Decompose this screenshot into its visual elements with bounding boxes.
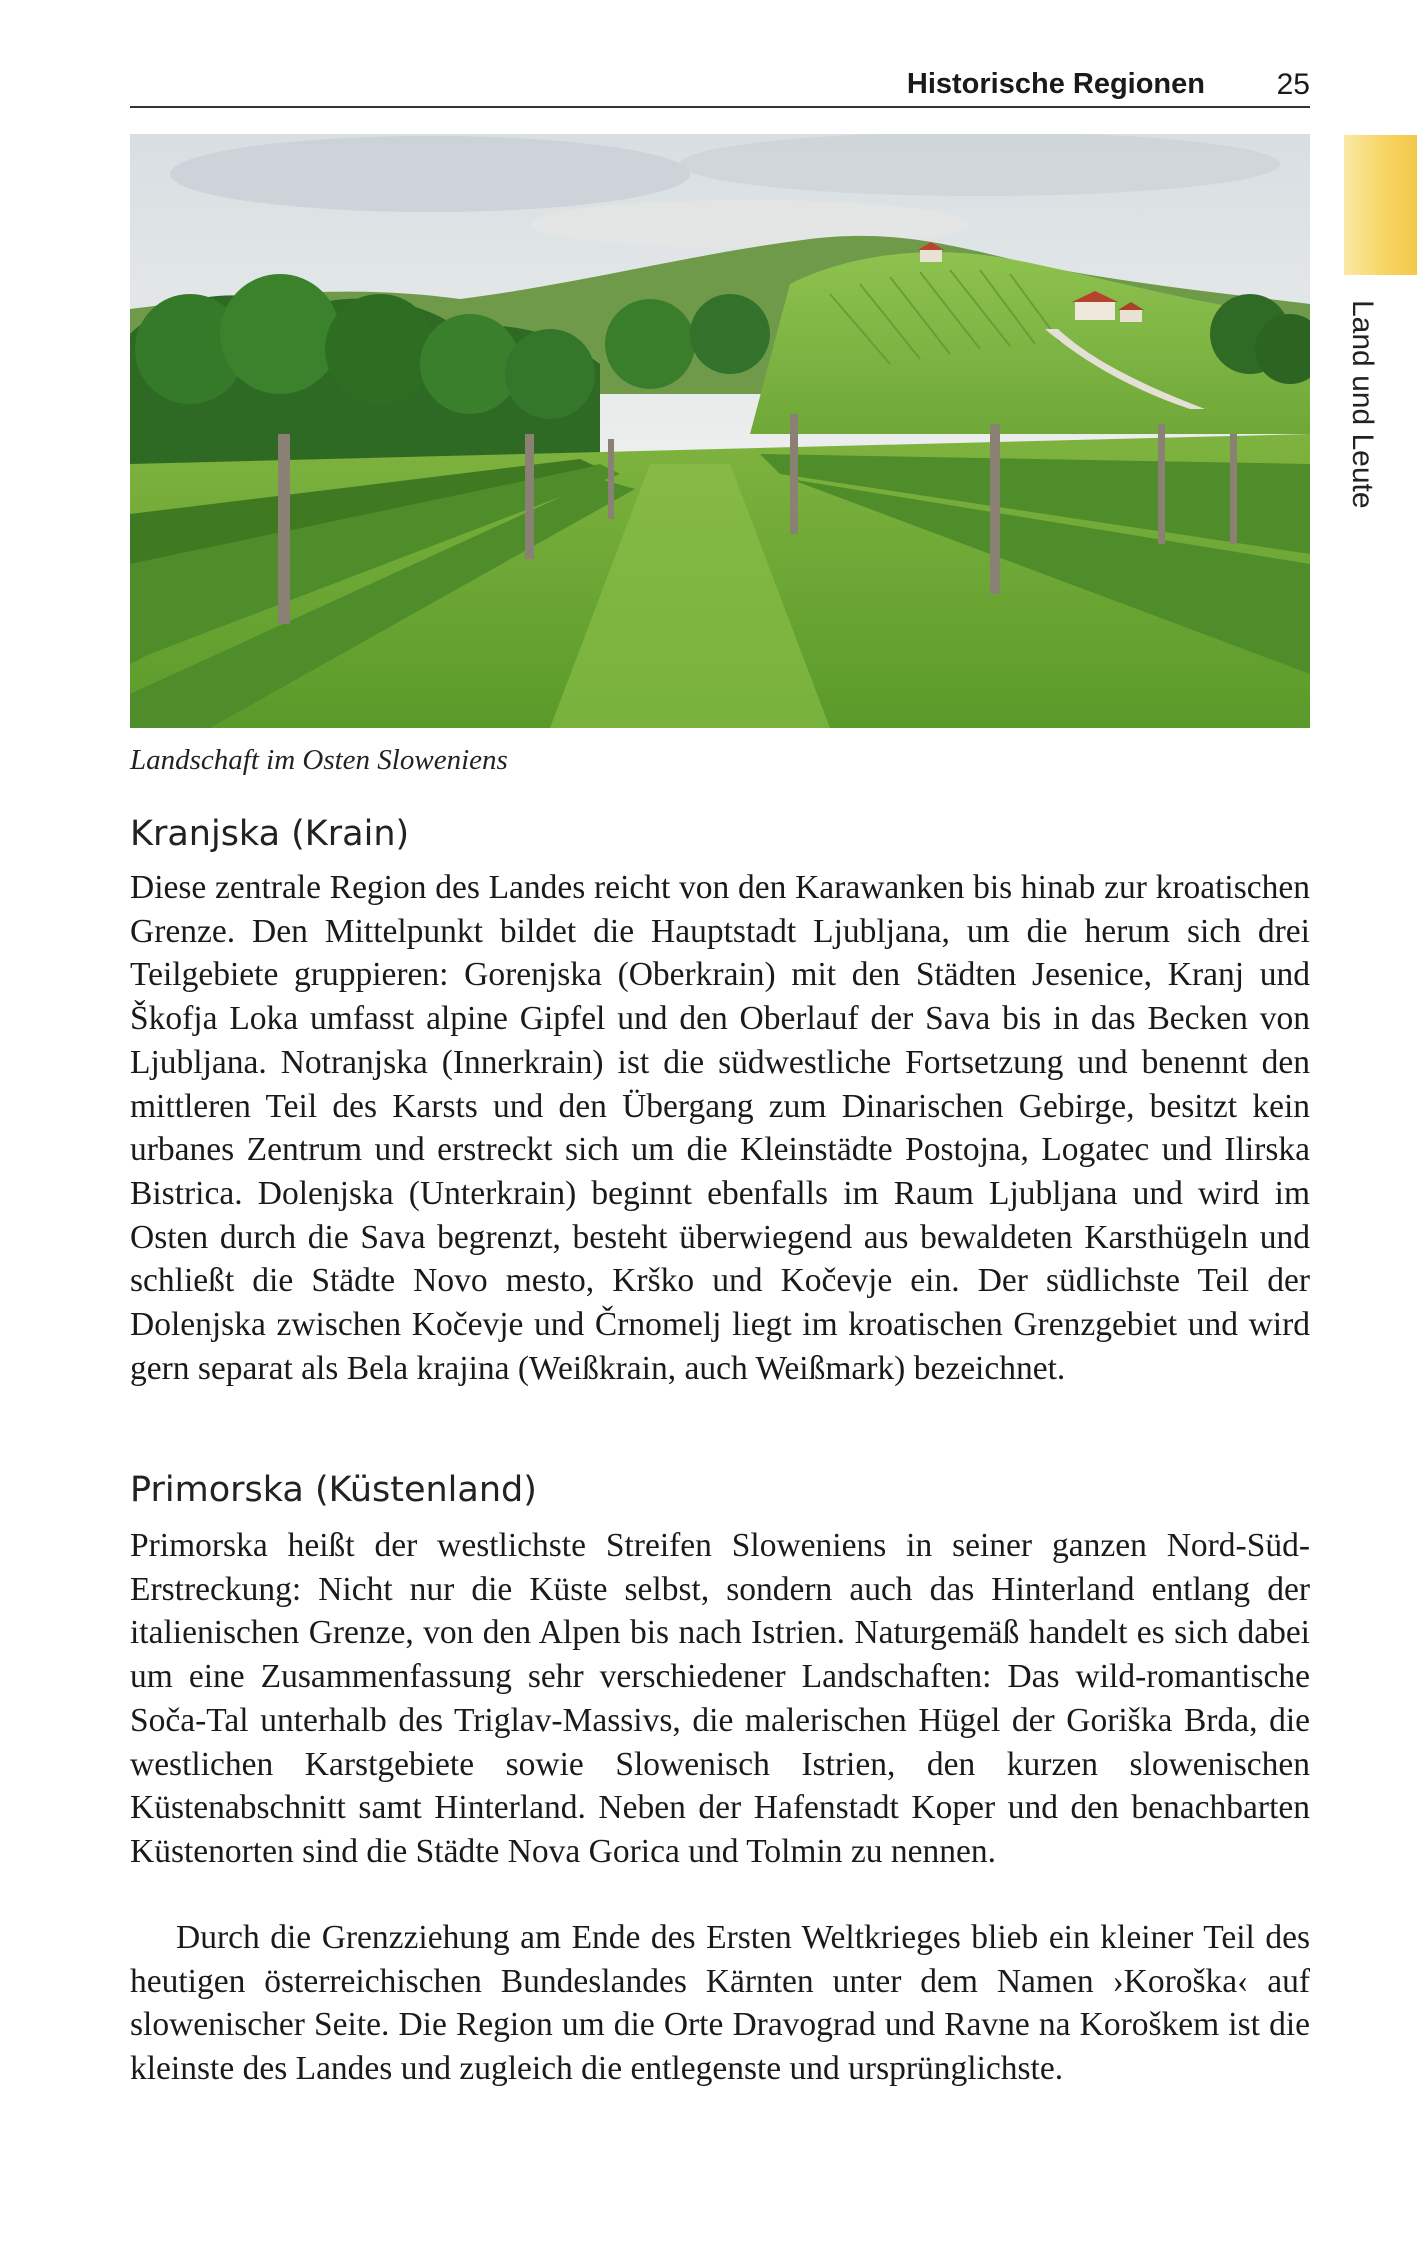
- figure-caption: Landschaft im Osten Sloweniens: [130, 744, 508, 776]
- paragraph-primorska-1: Primorska heißt der westlichste Streifen Sloweniens in seiner ganzen Nord-Süd-Erstreckung: Nicht nur die Küste selbst, sondern auch das Hinterland entlang der italienischen Grenze, von den Alpen bis nach Istrien. Naturgemäß handelt es sich dabei um eine Zusammenfassung sehr verschiedener Landschaften: Das wild-romantische Soča-Tal unterhalb des Triglav-Massivs, die malerischen Hügel der Goriška Brda, die westlichen Karstgebiete sowie Slowenisch Istrien, den kurzen slowenischen Küstenabschnitt samt Hinterland. Neben der Hafenstadt Koper und den benachbarten Küstenorten sind die Städte Nova Gorica und Tolmin zu nennen.: [130, 1527, 1310, 1870]
- chapter-side-label-text: Land und Leute: [1346, 300, 1379, 509]
- page-number: 25: [1276, 68, 1310, 101]
- section-heading-kranjska: Kranjska (Krain): [130, 814, 410, 854]
- running-header: [130, 62, 1310, 108]
- vineyard-illustration: [130, 134, 1310, 728]
- vineyard-photo: [130, 134, 1310, 728]
- chapter-side-label: [1332, 300, 1392, 550]
- chapter-tab-marker: [1344, 135, 1417, 275]
- paragraph-kranjska: Diese zentrale Region des Landes reicht von den Karawanken bis hinab zur kroatischen Grenze. Den Mittelpunkt bildet die Hauptstadt Ljubljana, um die herum sich drei Teilgebiete gruppieren: Gorenjska (Oberkrain) mit den Städten Jesenice, Kranj und Škofja Loka umfasst alpine Gipfel und den Oberlauf der Sava bis in das Becken von Ljubljana. Notranjska (Innerkrain) ist die südwestliche Fortsetzung und benennt den mittleren Teil des Karsts und den Übergang zum Dinarischen Gebirge, besitzt kein urbanes Zentrum und erstreckt sich um die Kleinstädte Postojna, Logatec und Ilirska Bistrica. Dolenjska (Unterkrain) beginnt ebenfalls im Raum Ljubljana und wird im Osten durch die Sava begrenzt, besteht überwiegend aus bewaldeten Karsthügeln und schließt die Städte Novo mesto, Krško und Kočevje ein. Der südlichste Teil der Dolenjska zwischen Kočevje und Črnomelj liegt im kroatischen Grenzgebiet und wird gern separat als Bela krajina (Weißkrain, auch Weißmark) bezeichnet.: [130, 869, 1310, 1387]
- section-title: Historische Regionen: [906, 68, 1205, 100]
- paragraph-primorska-2: Durch die Grenzziehung am Ende des Ersten Weltkrieges blieb ein kleiner Teil des heutigen österreichischen Bundeslandes Kärnten unter dem Namen ›Koroška‹ auf slowenischer Seite. Die Region um die Orte Dravograd und Ravne na Koroškem ist die kleinste des Landes und zugleich die entlegenste und ursprünglichste.: [130, 1919, 1310, 2088]
- section-heading-primorska: Primorska (Küstenland): [130, 1470, 537, 1510]
